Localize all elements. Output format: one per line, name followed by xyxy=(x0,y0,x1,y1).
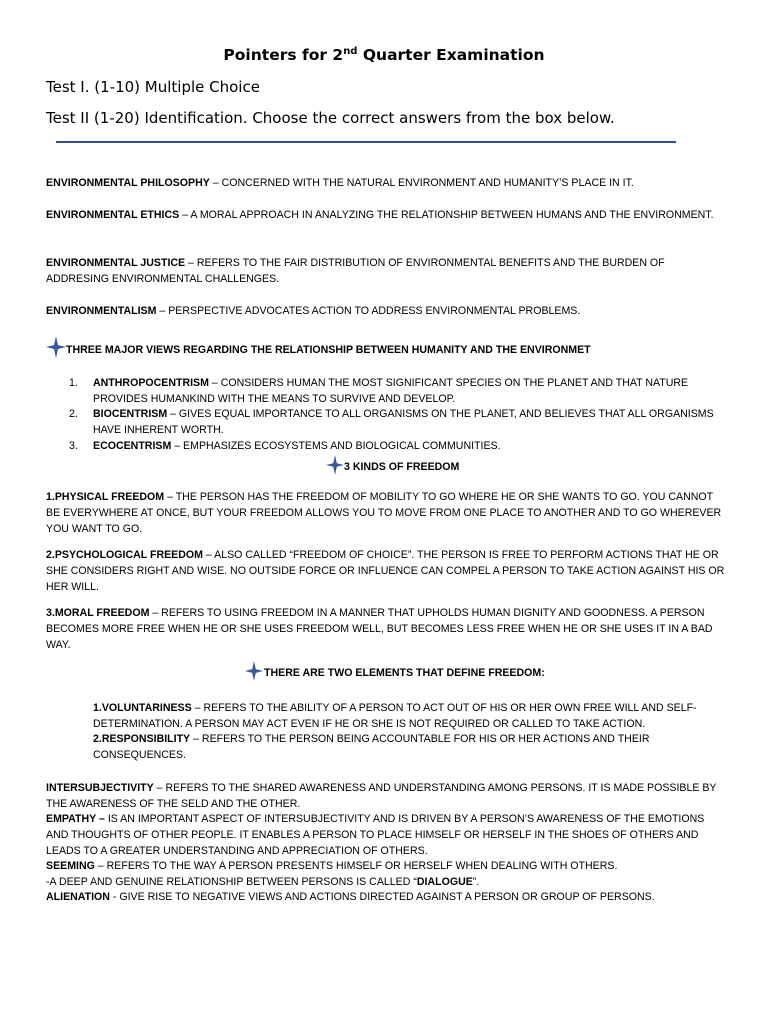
freedom-term: 2.PSYCHOLOGICAL FREEDOM xyxy=(46,549,203,561)
element-item xyxy=(93,731,733,763)
test-2-line: Test II (1-20) Identification. Choose the correct answers from the box below. xyxy=(46,109,615,127)
freedom-text: – ALSO CALLED “FREEDOM OF CHOICE”. THE PERSON IS FREE TO PERFORM ACTIONS THAT HE OR SHE CONSIDERS RIGHT AND WISE. NO OUTSIDE FORCE OR INFLUENCE CAN COMPEL A PERSON TO TAKE ACTION AGAINST HIS OR HER WILL. xyxy=(46,549,725,593)
element-term: 1.VOLUNTARINESS xyxy=(93,702,192,714)
freedom-term: 1.PHYSICAL FREEDOM xyxy=(46,491,165,503)
title-superscript: nd xyxy=(343,46,358,57)
section-heading-text: 3 KINDS OF FREEDOM xyxy=(344,461,460,473)
final-text: ”. xyxy=(472,876,480,888)
definition-term: ENVIRONMENTAL JUSTICE xyxy=(46,257,186,269)
element-text: – REFERS TO THE PERSON BEING ACCOUNTABLE FOR HIS OR HER ACTIONS AND THEIR CONSEQUENCES. xyxy=(93,733,650,761)
definition-text: – PERSPECTIVE ADVOCATES ACTION TO ADDRESS ENVIRONMENTAL PROBLEMS. xyxy=(156,305,581,317)
divider-line xyxy=(56,141,676,143)
section-heading-elements xyxy=(244,661,545,681)
page-title xyxy=(0,46,768,64)
freedom-term: 3.MORAL FREEDOM xyxy=(46,607,150,619)
list-item-term: BIOCENTRISM xyxy=(93,408,168,420)
star-icon xyxy=(244,661,264,681)
section-heading-text: THREE MAJOR VIEWS REGARDING THE RELATIONSHIP BETWEEN HUMANITY AND THE ENVIRONMET xyxy=(66,344,591,356)
final-paragraph xyxy=(46,780,726,812)
element-item xyxy=(93,700,733,732)
definition-text: – CONCERNED WITH THE NATURAL ENVIRONMENT AND HUMANITY’S PLACE IN IT. xyxy=(209,177,634,189)
definition-text: – A MORAL APPROACH IN ANALYZING THE RELATIONSHIP BETWEEN HUMANS AND THE ENVIRONMENT. xyxy=(179,209,714,221)
definition-text: – REFERS TO THE FAIR DISTRIBUTION OF ENVIRONMENTAL BENEFITS AND THE BURDEN OF ADDRESING ENVIRONMENTAL CHALLENGES. xyxy=(46,257,665,285)
section-heading-views xyxy=(46,336,591,358)
list-item-term: ANTHROPOCENTRISM xyxy=(93,377,209,389)
final-paragraph xyxy=(46,889,726,905)
title-text-end: Quarter Examination xyxy=(357,46,545,65)
freedom-paragraph xyxy=(46,489,726,537)
list-number: 1. xyxy=(69,377,78,389)
final-paragraph xyxy=(46,858,726,874)
section-heading-freedom xyxy=(326,455,459,475)
final-text: – REFERS TO THE WAY A PERSON PRESENTS HIMSELF OR HERSELF WHEN DEALING WITH OTHERS. xyxy=(94,860,618,872)
star-icon xyxy=(46,336,66,358)
definition-term: ENVIRONMENTALISM xyxy=(46,305,157,317)
final-paragraph xyxy=(46,874,726,890)
final-text: -A DEEP AND GENUINE RELATIONSHIP BETWEEN PERSONS IS CALLED “ xyxy=(46,876,417,888)
list-item xyxy=(93,438,733,454)
list-item-text: – CONSIDERS HUMAN THE MOST SIGNIFICANT SPECIES ON THE PLANET AND THAT NATURE PROVIDES HUMANKIND WITH THE MEANS TO SURVIVE AND DEVELOP. xyxy=(93,377,689,405)
definition-paragraph xyxy=(46,255,726,287)
definition-paragraph xyxy=(46,303,726,319)
list-item-text: – EMPHASIZES ECOSYSTEMS AND BIOLOGICAL COMMUNITIES. xyxy=(171,440,501,452)
final-term: SEEMING xyxy=(46,860,95,872)
final-paragraph xyxy=(46,811,726,859)
list-item xyxy=(93,375,733,407)
definition-term: ENVIRONMENTAL ETHICS xyxy=(46,209,180,221)
test-1-line: Test I. (1-10) Multiple Choice xyxy=(46,78,260,96)
freedom-text: – REFERS TO USING FREEDOM IN A MANNER THAT UPHOLDS HUMAN DIGNITY AND GOODNESS. A PERSON BECOMES MORE FREE WHEN HE OR SHE USES FREEDOM WELL, BUT BECOMES LESS FREE WHEN HE OR SHE USES IT IN A BAD WAY. xyxy=(46,607,713,651)
freedom-paragraph xyxy=(46,605,726,653)
freedom-text: – THE PERSON HAS THE FREEDOM OF MOBILITY TO GO WHERE HE OR SHE WANTS TO GO. YOU CANNOT BE EVERYWHERE AT ONCE, BUT YOUR FREEDOM ALLOWS YOU TO MOVE FROM ONE PLACE TO ANOTHER AND TO GO WHEREVER YOU WANT TO GO. xyxy=(46,491,722,535)
element-term: 2.RESPONSIBILITY xyxy=(93,733,191,745)
list-item-term: ECOCENTRISM xyxy=(93,440,172,452)
final-term: INTERSUBJECTIVITY xyxy=(46,782,154,794)
section-heading-text: THERE ARE TWO ELEMENTS THAT DEFINE FREEDOM: xyxy=(264,667,545,679)
final-text: - GIVE RISE TO NEGATIVE VIEWS AND ACTIONS DIRECTED AGAINST A PERSON OR GROUP OF PERSONS. xyxy=(109,891,655,903)
final-text: – REFERS TO THE SHARED AWARENESS AND UNDERSTANDING AMONG PERSONS. IT IS MADE POSSIBLE BY THE AWARENESS OF THE SELD AND THE OTHER. xyxy=(46,782,717,810)
final-text: IS AN IMPORTANT ASPECT OF INTERSUBJECTIVITY AND IS DRIVEN BY A PERSON’S AWARENESS OF THE EMOTIONS AND THOUGHTS OF OTHER PEOPLE. IT ENABLES A PERSON TO PLACE HIMSELF OR HERSELF IN THE SHOES OF OTHERS AND LEADS TO A GREATER UNDERSTANDING AND APPRECIATION OF OTHERS. xyxy=(46,813,705,857)
definition-term: ENVIRONMENTAL PHILOSOPHY xyxy=(46,177,210,189)
freedom-paragraph xyxy=(46,547,726,595)
list-number: 3. xyxy=(69,440,78,452)
final-term: EMPATHY – xyxy=(46,813,105,825)
final-term: DIALOGUE xyxy=(416,876,473,888)
list-item-text: – GIVES EQUAL IMPORTANCE TO ALL ORGANISMS ON THE PLANET, AND BELIEVES THAT ALL ORGANISMS HAVE INHERENT WORTH. xyxy=(93,408,714,436)
element-text: – REFERS TO THE ABILITY OF A PERSON TO ACT OUT OF HIS OR HER OWN FREE WILL AND SELF-DETERMINATION. A PERSON MAY ACT EVEN IF HE OR SHE IS NOT REQUIRED OR CALLED TO TAKE ACTION. xyxy=(93,702,697,730)
final-term: ALIENATION xyxy=(46,891,110,903)
list-item xyxy=(93,406,733,438)
definition-paragraph xyxy=(46,175,726,191)
list-number: 2. xyxy=(69,408,78,420)
title-text: Pointers for 2 xyxy=(223,46,344,65)
definition-paragraph xyxy=(46,207,726,223)
star-icon xyxy=(326,455,344,475)
